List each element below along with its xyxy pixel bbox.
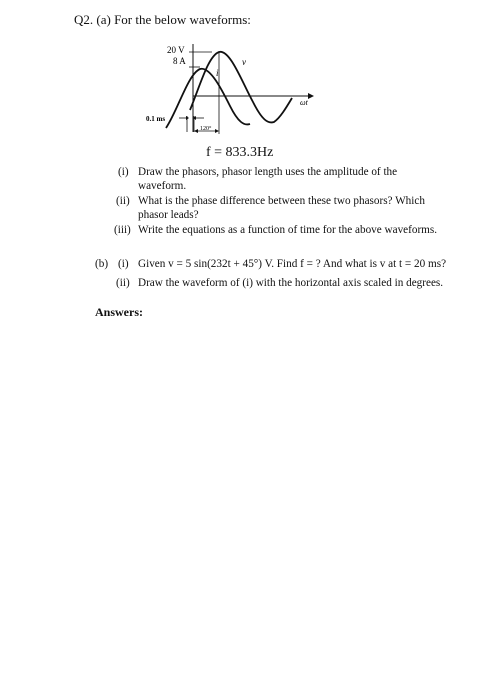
item-text-line2: waveform. <box>138 180 187 192</box>
question-title: Q2. (a) For the below waveforms: <box>74 12 251 27</box>
part-b-item-2-num: (ii) <box>116 277 130 289</box>
voltage-label: v <box>242 57 246 67</box>
item-text-line2: phasor leads? <box>138 209 199 221</box>
answers-heading: Answers: <box>95 305 143 319</box>
phase-arrowhead-left <box>194 129 198 133</box>
voltage-waveform <box>190 52 292 123</box>
part-b-item-1-text: Given v = 5 sin(232t + 45°) V. Find f = ? And what is v at t = 20 ms? <box>138 258 447 270</box>
phase-arrowhead-right <box>215 129 219 133</box>
item-text-line1: Draw the phasors, phasor length uses the amplitude of the <box>138 166 398 178</box>
time-label: 0.1 ms <box>146 115 166 123</box>
part-a-item-3 <box>114 223 131 237</box>
item-text-line1: What is the phase difference between these two phasors? Which <box>138 195 425 207</box>
part-a-item-2-text <box>138 194 425 222</box>
imax-label: 8 A <box>173 56 186 66</box>
part-a-item-3-text <box>138 223 437 237</box>
phase-label: 120° <box>200 126 212 132</box>
current-label: i <box>216 68 219 78</box>
item-number: (iii) <box>114 224 131 236</box>
current-waveform <box>166 69 250 128</box>
part-a-item-1-text <box>138 165 397 193</box>
vmax-label: 20 V <box>167 45 185 55</box>
part-a-item-1 <box>118 165 129 179</box>
part-b-item-1-num: (i) <box>118 258 129 270</box>
part-a-item-2 <box>116 194 130 208</box>
axis-arrowhead <box>308 93 314 99</box>
omega-t-label: ωt <box>300 98 308 107</box>
item-number: (i) <box>118 166 129 178</box>
item-number: (ii) <box>116 195 130 207</box>
part-b-item-2-text: Draw the waveform of (i) with the horizontal axis scaled in degrees. <box>138 277 444 289</box>
time-arrowhead-left <box>186 116 189 120</box>
part-b-label: (b) <box>95 258 109 270</box>
waveform-figure <box>146 40 325 140</box>
frequency-value: f = 833.3Hz <box>206 145 274 160</box>
item-text-line1: Write the equations as a function of time for the above waveforms. <box>138 224 438 236</box>
